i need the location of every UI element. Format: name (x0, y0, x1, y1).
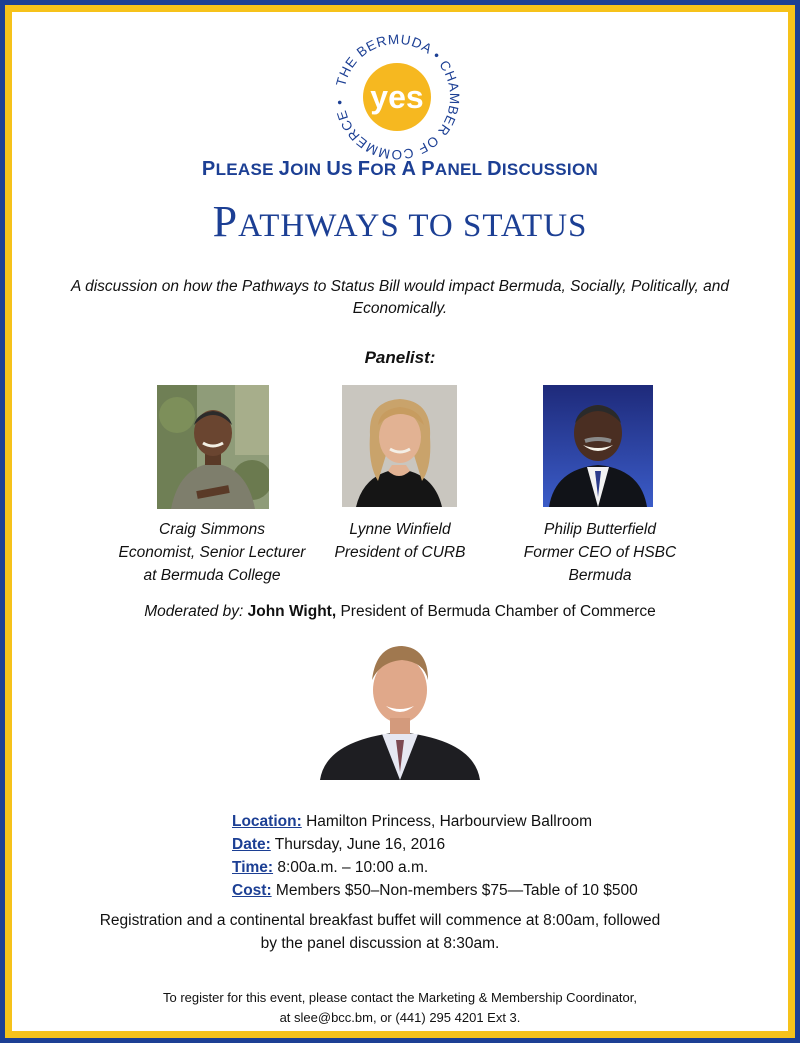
cost-value: Members $50–Non-members $75—Table of 10 $500 (275, 882, 638, 899)
date-row (232, 833, 638, 856)
moderator-photo-john-wight (320, 632, 480, 780)
registration-line: by the panel discussion at 8:30am. (260, 935, 500, 952)
panelist-heading: Panelist: (364, 348, 436, 367)
panelist-name: Lynne Winfield (349, 521, 451, 538)
event-title: PATHWAYS TO STATUS (212, 197, 588, 246)
date-label: Date: (232, 836, 271, 853)
panelist-role: President of CURB (334, 544, 466, 561)
panelist-role: at Bermuda College (143, 567, 281, 584)
panelist-role: Bermuda (568, 567, 632, 584)
moderator-line (0, 603, 800, 621)
panelist-photo-philip-butterfield (543, 385, 653, 507)
moderator-title: President of Bermuda Chamber of Commerce (340, 603, 656, 620)
time-label: Time: (232, 859, 274, 876)
panelist-name: Craig Simmons (159, 521, 265, 538)
event-details (232, 810, 638, 902)
cost-label: Cost: (232, 882, 272, 899)
location-value: Hamilton Princess, Harbourview Ballroom (306, 813, 593, 830)
cost-row (232, 879, 638, 902)
logo-yes-word: yes (370, 79, 424, 115)
contact-line: at slee@bcc.bm, or (441) 295 4201 Ext 3. (279, 1010, 521, 1025)
location-label: Location: (232, 813, 302, 830)
moderator-label: Moderated by: (144, 603, 244, 620)
panelist-name: Philip Butterfield (543, 521, 656, 538)
time-value: 8:00a.m. – 10:00 a.m. (277, 859, 429, 876)
invitation-heading: PLEASE JOIN US FOR A PANEL DISCUSSION (201, 158, 599, 180)
logo-ring-text: THE BERMUDA • CHAMBER OF COMMERCE • (332, 31, 463, 163)
location-row (232, 810, 638, 833)
panelist-photo-craig-simmons (157, 385, 269, 509)
registration-note (40, 909, 720, 955)
moderator-name: John Wight, (247, 603, 337, 620)
event-description: A discussion on how the Pathways to Status Bill would impact Bermuda, Socially, Politically, and Economically. (71, 278, 729, 317)
time-row (232, 856, 638, 879)
chamber-logo (322, 22, 472, 172)
registration-line: Registration and a continental breakfast buffet will commence at 8:00am, followed (99, 912, 661, 929)
panelist-caption-philip-butterfield (460, 518, 740, 587)
date-value: Thursday, June 16, 2016 (274, 836, 446, 853)
panelist-role: Former CEO of HSBC (523, 544, 677, 561)
contact-note (60, 988, 740, 1028)
contact-line: To register for this event, please contact the Marketing & Membership Coordinator, (162, 990, 637, 1005)
panelist-role: Economist, Senior Lecturer (118, 544, 306, 561)
panelist-photo-lynne-winfield (342, 385, 457, 507)
